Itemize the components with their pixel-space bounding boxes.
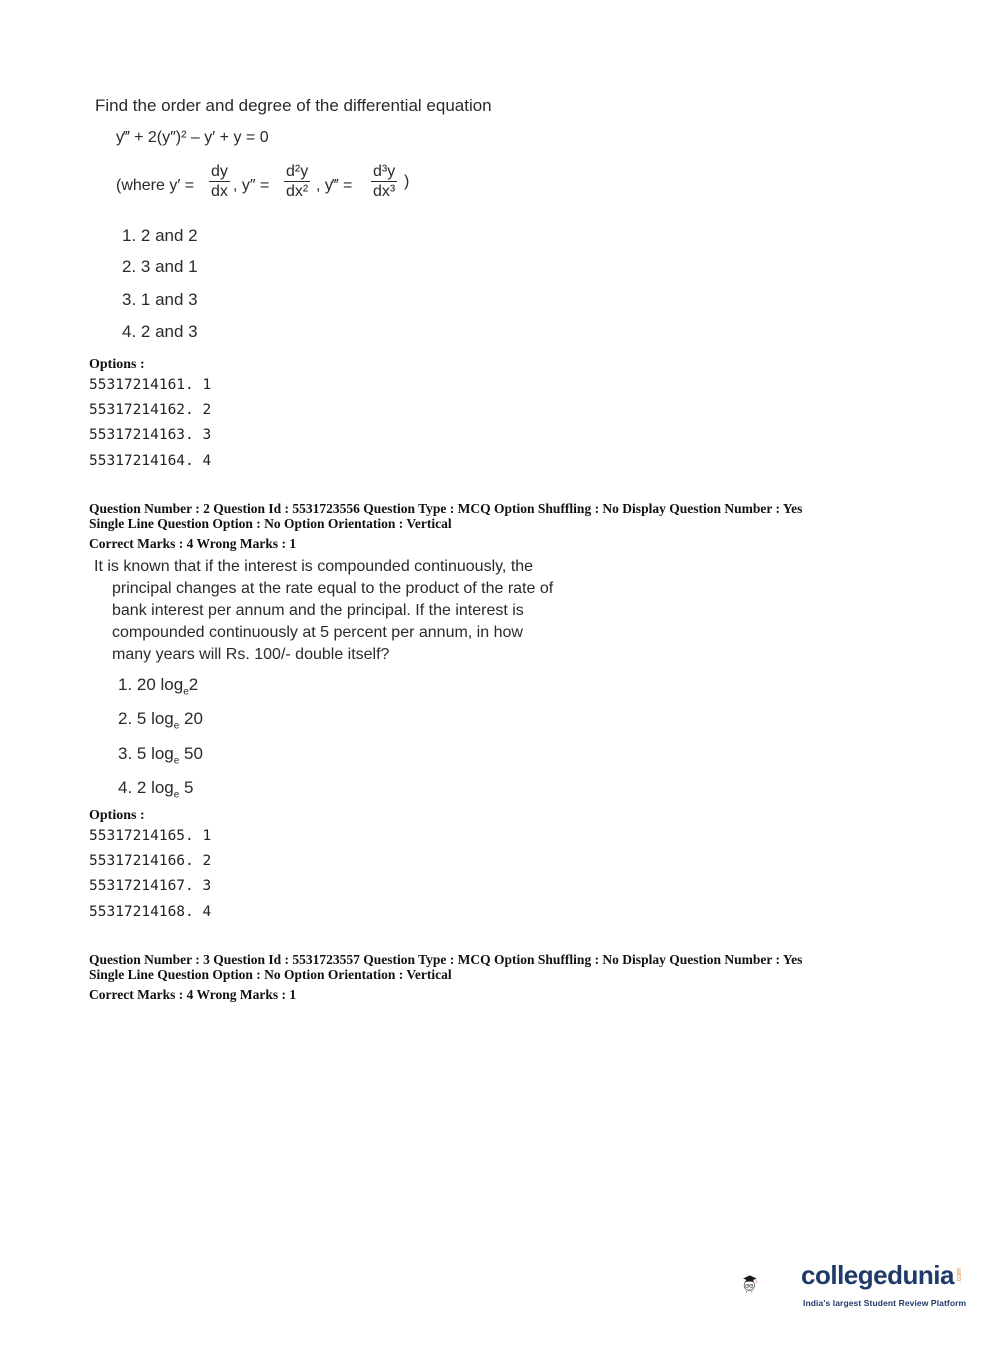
q1-choice-4: 4. 2 and 3 xyxy=(122,322,198,341)
q2-text-line: principal changes at the rate equal to the product of the rate of xyxy=(112,580,554,597)
q2-choice-4: 4. 2 $\log_e 5$ xyxy=(118,778,194,801)
q2-option-3: 55317214167. 3 xyxy=(89,878,212,894)
q2-text-line: It is known that if the interest is compounded continuously, the xyxy=(94,558,534,575)
q2-question-text xyxy=(94,556,584,666)
collegedunia-mascot-icon xyxy=(742,1249,802,1319)
q1-option-4: 55317214164. 4 xyxy=(89,453,212,469)
q2-option-4: 55317214168. 4 xyxy=(89,904,212,920)
fraction-d3y-dx3 xyxy=(371,163,397,201)
q2-options-label: Options : xyxy=(89,808,145,823)
q1-option-1: 55317214161. 1 xyxy=(89,377,212,393)
frac-numerator: dy xyxy=(211,163,228,180)
logo-domain-suffix: .com xyxy=(956,1268,963,1284)
q2-text-line: compounded continuously at 5 percent per annum, in how xyxy=(112,624,523,641)
frac-numerator: d²y xyxy=(286,163,309,180)
q3-marks: Correct Marks : 4 Wrong Marks : 1 xyxy=(89,987,297,1002)
q1-equation: y‴ + 2(y″)² – y′ + y = 0 xyxy=(116,129,269,146)
frac-numerator: d³y xyxy=(373,163,396,180)
logo-tagline: India's largest Student Review Platform xyxy=(803,1298,967,1308)
q1-choice-2: 2. 3 and 1 xyxy=(122,257,198,276)
q2-choice-1: 1. 20 $\log_e2$ xyxy=(118,675,199,698)
frac-denominator: dx² xyxy=(286,183,309,200)
q2-option-2: 55317214166. 2 xyxy=(89,853,212,869)
q1-option-2: 55317214162. 2 xyxy=(89,402,212,418)
q1-option-3: 55317214163. 3 xyxy=(89,427,212,443)
q2-choice-2: 2. 5 $\log_e 20$ xyxy=(118,709,203,732)
where-sep1: , y″ = xyxy=(233,177,270,194)
q2-option-1: 55317214165. 1 xyxy=(89,828,212,844)
fraction-d2y-dx2 xyxy=(284,163,310,201)
q2-meta-line2: Single Line Question Option : No Option Orientation : Vertical xyxy=(89,516,452,531)
where-sep2: , y‴ = xyxy=(316,177,353,194)
fraction-dy-dx xyxy=(209,163,230,201)
where-open: (where y′ = xyxy=(116,177,195,194)
q2-text-line: bank interest per annum and the principal. If the interest is xyxy=(112,602,524,619)
where-close: ) xyxy=(404,173,410,190)
frac-denominator: dx³ xyxy=(373,183,396,200)
q3-meta-line1: Question Number : 3 Question Id : 5531723557 Question Type : MCQ Option Shuffling : No Display Question Number : Yes xyxy=(89,952,803,967)
q1-prompt: Find the order and degree of the differential equation xyxy=(95,96,492,115)
q2-meta-line1: Question Number : 2 Question Id : 5531723556 Question Type : MCQ Option Shuffling : No Display Question Number : Yes xyxy=(89,501,803,516)
q2-choice-3: 3. 5 $\log_e 50$ xyxy=(118,744,203,767)
q3-meta-line2: Single Line Question Option : No Option Orientation : Vertical xyxy=(89,967,452,982)
frac-denominator: dx xyxy=(211,183,228,200)
q2-marks: Correct Marks : 4 Wrong Marks : 1 xyxy=(89,536,297,551)
q1-choice-3: 3. 1 and 3 xyxy=(122,290,198,309)
q1-options-label: Options : xyxy=(89,357,145,372)
q2-text-line: many years will Rs. 100/- double itself? xyxy=(112,646,390,663)
q1-choice-1: 1. 2 and 2 xyxy=(122,226,198,245)
logo-wordmark: collegedunia xyxy=(801,1260,954,1290)
